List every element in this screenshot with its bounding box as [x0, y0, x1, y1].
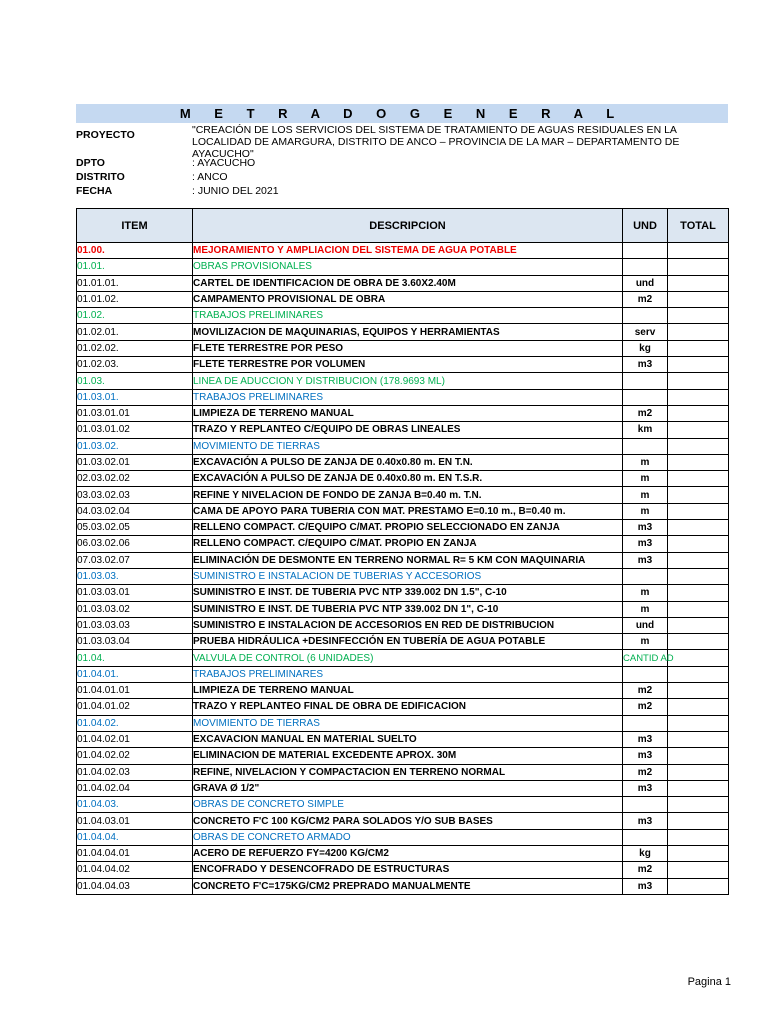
unit-cell: [623, 308, 668, 324]
unit-cell: m: [623, 601, 668, 617]
table-row: [77, 617, 729, 633]
unit-cell: m: [623, 503, 668, 519]
table-row: [77, 552, 729, 568]
item-cell: 01.03.03.: [77, 568, 193, 584]
item-cell: 01.01.01.: [77, 275, 193, 291]
total-cell: [668, 683, 729, 699]
description-cell: TRABAJOS PRELIMINARES: [193, 389, 623, 405]
item-cell: 01.04.04.03: [77, 878, 193, 894]
unit-cell: m3: [623, 780, 668, 796]
unit-cell: m3: [623, 357, 668, 373]
description-cell: RELLENO COMPACT. C/EQUIPO C/MAT. PROPIO EN ZANJA: [193, 536, 623, 552]
description-cell: FLETE TERRESTRE POR PESO: [193, 340, 623, 356]
total-cell: [668, 715, 729, 731]
description-cell: ELIMINACIÓN DE DESMONTE EN TERRENO NORMAL R= 5 KM CON MAQUINARIA: [193, 552, 623, 568]
table-row: [77, 797, 729, 813]
item-cell: 01.03.03.04: [77, 634, 193, 650]
unit-cell: [623, 438, 668, 454]
table-row: [77, 699, 729, 715]
unit-cell: CANTID AD: [623, 650, 668, 666]
table-row: [77, 275, 729, 291]
item-cell: 07.03.02.07: [77, 552, 193, 568]
item-cell: 01.04.01.: [77, 666, 193, 682]
table-row: [77, 308, 729, 324]
unit-cell: [623, 373, 668, 389]
description-cell: CAMPAMENTO PROVISIONAL DE OBRA: [193, 291, 623, 307]
table-header-row: [77, 209, 729, 243]
total-cell: [668, 568, 729, 584]
total-cell: [668, 862, 729, 878]
unit-cell: m: [623, 585, 668, 601]
description-cell: LINEA DE ADUCCION Y DISTRIBUCION (178.9693 ML): [193, 373, 623, 389]
description-cell: CARTEL DE IDENTIFICACION DE OBRA DE 3.60X2.40M: [193, 275, 623, 291]
total-cell: [668, 601, 729, 617]
table-row: [77, 503, 729, 519]
table-row: [77, 373, 729, 389]
description-cell: SUMINISTRO E INST. DE TUBERIA PVC NTP 339.002 DN 1", C-10: [193, 601, 623, 617]
unit-cell: kg: [623, 340, 668, 356]
total-cell: [668, 340, 729, 356]
unit-cell: und: [623, 275, 668, 291]
header-item: ITEM: [77, 209, 193, 243]
total-cell: [668, 503, 729, 519]
description-cell: RELLENO COMPACT. C/EQUIPO C/MAT. PROPIO SELECCIONADO EN ZANJA: [193, 520, 623, 536]
total-cell: [668, 845, 729, 861]
table-row: [77, 585, 729, 601]
description-cell: TRABAJOS PRELIMINARES: [193, 666, 623, 682]
total-cell: [668, 585, 729, 601]
total-cell: [668, 764, 729, 780]
description-cell: SUMINISTRO E INSTALACION DE ACCESORIOS EN RED DE DISTRIBUCION: [193, 617, 623, 633]
table-row: [77, 536, 729, 552]
item-cell: 03.03.02.03: [77, 487, 193, 503]
unit-cell: [623, 715, 668, 731]
info-row-dpto: [76, 157, 728, 171]
total-cell: [668, 275, 729, 291]
unit-cell: [623, 666, 668, 682]
description-cell: TRABAJOS PRELIMINARES: [193, 308, 623, 324]
description-cell: PRUEBA HIDRÁULICA +DESINFECCIÓN EN TUBERÍA DE AGUA POTABLE: [193, 634, 623, 650]
total-cell: [668, 617, 729, 633]
info-row-proyecto: [76, 124, 728, 160]
description-cell: EXCAVACION MANUAL EN MATERIAL SUELTO: [193, 731, 623, 747]
table-row: [77, 389, 729, 405]
metrado-table: [76, 208, 729, 895]
info-value: : JUNIO DEL 2021: [192, 185, 279, 197]
info-label: DISTRITO: [76, 171, 125, 183]
item-cell: 01.02.01.: [77, 324, 193, 340]
total-cell: [668, 520, 729, 536]
page-number: Pagina 1: [687, 976, 731, 988]
page-title: M E T R A D O G E N E R A L: [76, 104, 728, 123]
description-cell: SUMINISTRO E INSTALACION DE TUBERIAS Y ACCESORIOS: [193, 568, 623, 584]
total-cell: [668, 422, 729, 438]
item-cell: 01.03.03.03: [77, 617, 193, 633]
table-row: [77, 715, 729, 731]
total-cell: [668, 731, 729, 747]
unit-cell: m3: [623, 536, 668, 552]
description-cell: ELIMINACION DE MATERIAL EXCEDENTE APROX. 30M: [193, 748, 623, 764]
unit-cell: m2: [623, 699, 668, 715]
item-cell: 01.04.04.02: [77, 862, 193, 878]
total-cell: [668, 878, 729, 894]
description-cell: MOVIMIENTO DE TIERRAS: [193, 438, 623, 454]
unit-cell: [623, 568, 668, 584]
total-cell: [668, 324, 729, 340]
item-cell: 01.02.03.: [77, 357, 193, 373]
table-row: [77, 340, 729, 356]
item-cell: 05.03.02.05: [77, 520, 193, 536]
info-label: FECHA: [76, 185, 113, 197]
table-row: [77, 259, 729, 275]
total-cell: [668, 487, 729, 503]
table-row: [77, 520, 729, 536]
unit-cell: [623, 797, 668, 813]
unit-cell: m3: [623, 813, 668, 829]
description-cell: FLETE TERRESTRE POR VOLUMEN: [193, 357, 623, 373]
description-cell: OBRAS PROVISIONALES: [193, 259, 623, 275]
total-cell: [668, 389, 729, 405]
table-row: [77, 666, 729, 682]
unit-cell: m3: [623, 520, 668, 536]
total-cell: [668, 797, 729, 813]
table-body: [77, 243, 729, 895]
item-cell: 01.04.03.01: [77, 813, 193, 829]
item-cell: 01.04.04.: [77, 829, 193, 845]
item-cell: 01.04.01.01: [77, 683, 193, 699]
unit-cell: m2: [623, 862, 668, 878]
table-row: [77, 780, 729, 796]
unit-cell: [623, 829, 668, 845]
table-row: [77, 487, 729, 503]
total-cell: [668, 780, 729, 796]
total-cell: [668, 373, 729, 389]
info-value: "CREACIÓN DE LOS SERVICIOS DEL SISTEMA DE TRATAMIENTO DE AGUAS RESIDUALES EN LA LOCALIDAD DE AMARGURA, DISTRITO DE ANCO – PROVINCIA DE LA MAR – DEPARTAMENTO DE AYACUCHO": [192, 124, 680, 160]
total-cell: [668, 536, 729, 552]
table-row: [77, 650, 729, 666]
project-info: [76, 124, 728, 199]
table-row: [77, 405, 729, 421]
total-cell: [668, 634, 729, 650]
item-cell: 01.04.01.02: [77, 699, 193, 715]
table-row: [77, 813, 729, 829]
table-row: [77, 601, 729, 617]
table-row: [77, 862, 729, 878]
table-row: [77, 422, 729, 438]
item-cell: 01.03.01.01: [77, 405, 193, 421]
description-cell: OBRAS DE CONCRETO SIMPLE: [193, 797, 623, 813]
item-cell: 06.03.02.06: [77, 536, 193, 552]
item-cell: 01.04.03.: [77, 797, 193, 813]
item-cell: 01.04.02.03: [77, 764, 193, 780]
table-row: [77, 748, 729, 764]
description-cell: MOVIMIENTO DE TIERRAS: [193, 715, 623, 731]
description-cell: OBRAS DE CONCRETO ARMADO: [193, 829, 623, 845]
item-cell: 01.03.03.01: [77, 585, 193, 601]
unit-cell: m: [623, 634, 668, 650]
info-value: : AYACUCHO: [192, 157, 256, 169]
total-cell: [668, 405, 729, 421]
description-cell: ACERO DE REFUERZO FY=4200 KG/CM2: [193, 845, 623, 861]
unit-cell: serv: [623, 324, 668, 340]
header-descripcion: DESCRIPCION: [193, 209, 623, 243]
description-cell: CAMA DE APOYO PARA TUBERIA CON MAT. PRESTAMO E=0.10 m., B=0.40 m.: [193, 503, 623, 519]
info-label: DPTO: [76, 157, 105, 169]
item-cell: 02.03.02.02: [77, 471, 193, 487]
item-cell: 01.03.01.02: [77, 422, 193, 438]
table-row: [77, 291, 729, 307]
total-cell: [668, 438, 729, 454]
description-cell: CONCRETO F'C 100 KG/CM2 PARA SOLADOS Y/O SUB BASES: [193, 813, 623, 829]
item-cell: 01.03.03.02: [77, 601, 193, 617]
table-row: [77, 845, 729, 861]
item-cell: 01.04.: [77, 650, 193, 666]
info-row-fecha: [76, 185, 728, 199]
header-und: UND: [623, 209, 668, 243]
item-cell: 01.03.02.: [77, 438, 193, 454]
unit-cell: m3: [623, 878, 668, 894]
total-cell: [668, 454, 729, 470]
description-cell: REFINE, NIVELACION Y COMPACTACION EN TERRENO NORMAL: [193, 764, 623, 780]
item-cell: 04.03.02.04: [77, 503, 193, 519]
unit-cell: und: [623, 617, 668, 633]
total-cell: [668, 666, 729, 682]
description-cell: EXCAVACIÓN A PULSO DE ZANJA DE 0.40x0.80 m. EN T.N.: [193, 454, 623, 470]
description-cell: VALVULA DE CONTROL (6 UNIDADES): [193, 650, 623, 666]
item-cell: 01.01.02.: [77, 291, 193, 307]
item-cell: 01.01.: [77, 259, 193, 275]
description-cell: GRAVA Ø 1/2": [193, 780, 623, 796]
table-row: [77, 634, 729, 650]
item-cell: 01.04.02.04: [77, 780, 193, 796]
description-cell: SUMINISTRO E INST. DE TUBERIA PVC NTP 339.002 DN 1.5", C-10: [193, 585, 623, 601]
unit-cell: [623, 259, 668, 275]
table-row: [77, 731, 729, 747]
table-row: [77, 243, 729, 259]
item-cell: 01.02.: [77, 308, 193, 324]
total-cell: [668, 699, 729, 715]
total-cell: [668, 291, 729, 307]
unit-cell: m2: [623, 405, 668, 421]
unit-cell: m2: [623, 291, 668, 307]
table-row: [77, 454, 729, 470]
description-cell: LIMPIEZA DE TERRENO MANUAL: [193, 683, 623, 699]
table-row: [77, 324, 729, 340]
description-cell: LIMPIEZA DE TERRENO MANUAL: [193, 405, 623, 421]
unit-cell: m3: [623, 731, 668, 747]
total-cell: [668, 650, 729, 666]
total-cell: [668, 813, 729, 829]
info-label: PROYECTO: [76, 129, 135, 141]
item-cell: 01.02.02.: [77, 340, 193, 356]
description-cell: TRAZO Y REPLANTEO C/EQUIPO DE OBRAS LINEALES: [193, 422, 623, 438]
unit-cell: kg: [623, 845, 668, 861]
item-cell: 01.03.02.01: [77, 454, 193, 470]
unit-cell: m: [623, 471, 668, 487]
table-row: [77, 829, 729, 845]
table-row: [77, 357, 729, 373]
unit-cell: m: [623, 454, 668, 470]
total-cell: [668, 552, 729, 568]
description-cell: CONCRETO F'C=175KG/CM2 PREPRADO MANUALMENTE: [193, 878, 623, 894]
description-cell: MOVILIZACION DE MAQUINARIAS, EQUIPOS Y HERRAMIENTAS: [193, 324, 623, 340]
total-cell: [668, 829, 729, 845]
table-row: [77, 438, 729, 454]
table-row: [77, 683, 729, 699]
unit-cell: [623, 389, 668, 405]
unit-cell: m2: [623, 764, 668, 780]
description-cell: EXCAVACIÓN A PULSO DE ZANJA DE 0.40x0.80 m. EN T.S.R.: [193, 471, 623, 487]
info-value: : ANCO: [192, 171, 228, 183]
description-cell: TRAZO Y REPLANTEO FINAL DE OBRA DE EDIFICACION: [193, 699, 623, 715]
unit-cell: m3: [623, 748, 668, 764]
header-total: TOTAL: [668, 209, 729, 243]
total-cell: [668, 243, 729, 259]
item-cell: 01.04.04.01: [77, 845, 193, 861]
total-cell: [668, 259, 729, 275]
item-cell: 01.04.02.01: [77, 731, 193, 747]
info-row-distrito: [76, 171, 728, 185]
unit-cell: [623, 243, 668, 259]
description-cell: REFINE Y NIVELACION DE FONDO DE ZANJA B=0.40 m. T.N.: [193, 487, 623, 503]
total-cell: [668, 308, 729, 324]
item-cell: 01.04.02.: [77, 715, 193, 731]
table-row: [77, 568, 729, 584]
unit-cell: m3: [623, 552, 668, 568]
total-cell: [668, 471, 729, 487]
item-cell: 01.03.: [77, 373, 193, 389]
description-cell: ENCOFRADO Y DESENCOFRADO DE ESTRUCTURAS: [193, 862, 623, 878]
item-cell: 01.03.01.: [77, 389, 193, 405]
description-cell: MEJORAMIENTO Y AMPLIACION DEL SISTEMA DE AGUA POTABLE: [193, 243, 623, 259]
item-cell: 01.00.: [77, 243, 193, 259]
total-cell: [668, 357, 729, 373]
table-row: [77, 471, 729, 487]
table-row: [77, 764, 729, 780]
table-row: [77, 878, 729, 894]
unit-cell: m: [623, 487, 668, 503]
unit-cell: km: [623, 422, 668, 438]
item-cell: 01.04.02.02: [77, 748, 193, 764]
unit-cell: m2: [623, 683, 668, 699]
total-cell: [668, 748, 729, 764]
